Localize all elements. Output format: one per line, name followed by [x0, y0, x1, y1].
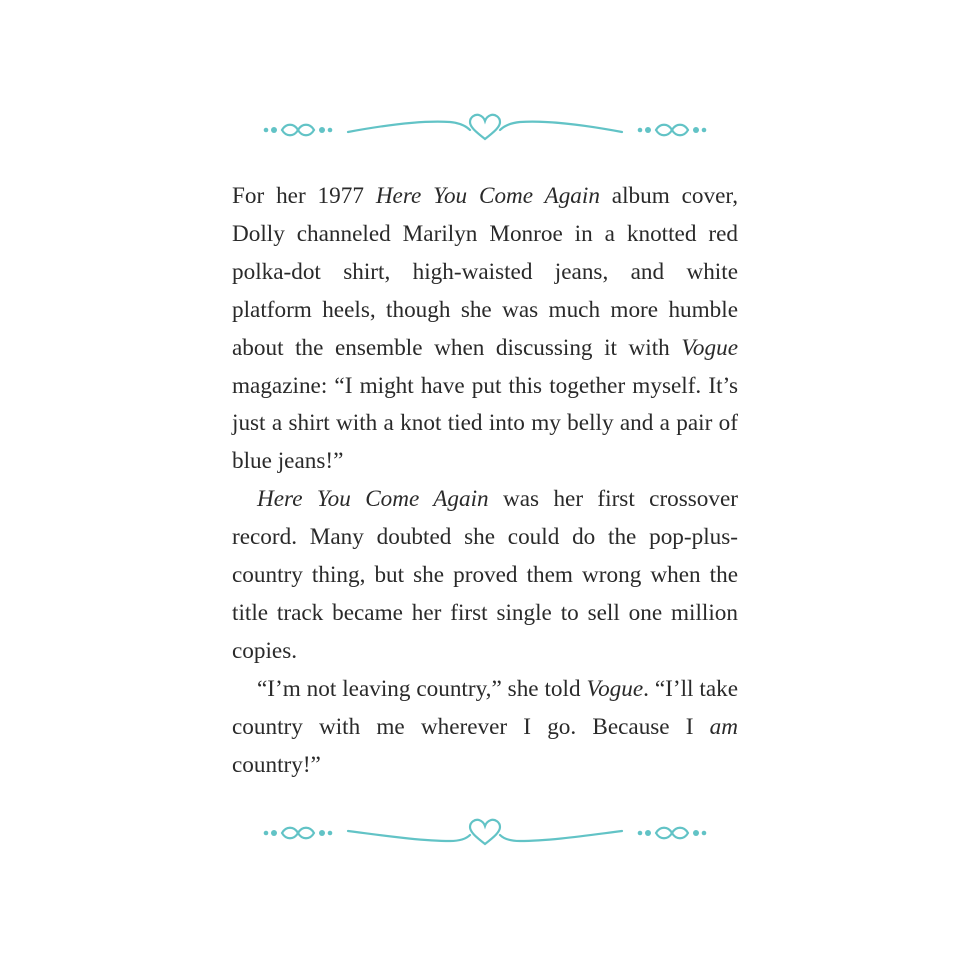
- dot-icon: [638, 831, 643, 836]
- right-scroll-icon: [656, 828, 688, 839]
- left-swash: [348, 122, 470, 132]
- bottom-ornament-divider: [0, 815, 970, 855]
- dot-icon: [693, 127, 699, 133]
- dot-icon: [328, 128, 333, 133]
- dot-icon: [702, 128, 707, 133]
- dot-icon: [271, 830, 277, 836]
- left-scroll-icon: [282, 125, 314, 136]
- paragraph-2: Here You Come Again was her first crossover record. Many doubted she could do the pop-plus-country thing, but she proved them wrong when the title track became her first single to sell one million copies.: [232, 486, 739, 664]
- body-text: [232, 178, 738, 785]
- right-swash: [500, 831, 622, 841]
- dot-icon: [264, 831, 269, 836]
- dot-icon: [645, 127, 651, 133]
- paragraph-3: “I’m not leaving country,” she told Vogue. “I’ll take country with me wherever I go. Because I am country!”: [232, 675, 739, 778]
- dot-icon: [264, 128, 269, 133]
- top-ornament-divider: [0, 110, 970, 150]
- dot-icon: [328, 831, 333, 836]
- right-swash: [500, 122, 622, 132]
- dot-icon: [645, 830, 651, 836]
- right-scroll-icon: [656, 125, 688, 136]
- heart-icon: [470, 820, 500, 844]
- dot-icon: [271, 127, 277, 133]
- heart-icon: [470, 115, 500, 139]
- dot-icon: [319, 830, 325, 836]
- left-swash: [348, 831, 470, 841]
- dot-icon: [702, 831, 707, 836]
- left-scroll-icon: [282, 828, 314, 839]
- paragraph-1: For her 1977 Here You Come Again album cover, Dolly channeled Marilyn Monroe in a knotted red polka-dot shirt, high-waisted jeans, and white platform heels, though she was much more humble about the ensemble when discussing it with Vogue magazine: “I might have put this together myself. It’s just a shirt with a knot tied into my belly and a pair of blue jeans!”: [232, 183, 738, 475]
- dot-icon: [693, 830, 699, 836]
- dot-icon: [638, 128, 643, 133]
- dot-icon: [319, 127, 325, 133]
